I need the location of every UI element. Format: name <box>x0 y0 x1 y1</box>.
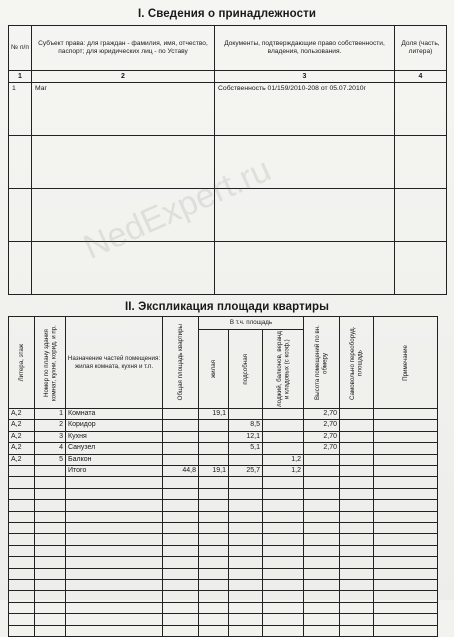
row-share <box>395 189 447 242</box>
cell-empty <box>66 625 163 636</box>
cell-empty <box>229 545 263 556</box>
cell-empty <box>163 500 199 511</box>
cell-empty <box>340 545 374 556</box>
cell-empty <box>304 477 340 488</box>
cell-empty <box>35 614 66 625</box>
explication-row <box>9 409 438 420</box>
cell-empty <box>374 614 438 625</box>
explication-empty-row <box>9 523 438 534</box>
cell-empty <box>263 500 304 511</box>
cell-loggia <box>263 443 304 454</box>
cell-empty <box>163 625 199 636</box>
row-share <box>395 242 447 295</box>
cell-empty <box>340 557 374 568</box>
cell-empty <box>9 488 35 499</box>
cell-empty <box>263 534 304 545</box>
cell-empty <box>9 534 35 545</box>
explication-empty-row <box>9 511 438 522</box>
cell-empty <box>304 523 340 534</box>
cell-empty <box>199 602 229 613</box>
header-living: жилая <box>199 330 229 409</box>
cell-empty <box>263 602 304 613</box>
ownership-row <box>9 189 447 242</box>
row-document <box>215 189 395 242</box>
cell-empty <box>35 523 66 534</box>
cell-empty <box>263 579 304 590</box>
cell-empty <box>374 431 438 442</box>
cell-empty <box>35 545 66 556</box>
cell-empty <box>340 443 374 454</box>
cell-empty <box>263 591 304 602</box>
cell-empty <box>163 602 199 613</box>
ownership-row <box>9 83 447 136</box>
cell-empty <box>374 477 438 488</box>
cell-empty <box>304 602 340 613</box>
cell-empty <box>374 625 438 636</box>
cell-empty <box>163 523 199 534</box>
row-subject: Маг <box>32 83 215 136</box>
cell-empty <box>340 602 374 613</box>
cell-empty <box>374 454 438 465</box>
cell-empty <box>9 602 35 613</box>
cell-empty <box>163 545 199 556</box>
header-share: Доля (часть, литера) <box>395 26 447 71</box>
cell-empty <box>9 545 35 556</box>
row-num: 1 <box>9 83 32 136</box>
header-unauthorized: Самовольно переоборуд. площадь <box>340 317 374 409</box>
ownership-row <box>9 242 447 295</box>
cell-empty <box>9 614 35 625</box>
explication-row <box>9 443 438 454</box>
cell-empty <box>340 488 374 499</box>
cell-empty <box>199 534 229 545</box>
cell-num: 1 <box>35 409 66 420</box>
header-litera: Литера, этаж <box>9 317 35 409</box>
col-number: 2 <box>32 71 215 83</box>
cell-empty <box>340 625 374 636</box>
cell-empty <box>163 477 199 488</box>
row-num <box>9 242 32 295</box>
cell-empty <box>35 591 66 602</box>
explication-empty-row <box>9 500 438 511</box>
cell-empty <box>163 488 199 499</box>
cell-empty <box>340 466 374 477</box>
cell-total <box>163 454 199 465</box>
col-number: 3 <box>215 71 395 83</box>
cell-empty <box>229 591 263 602</box>
cell-empty <box>340 511 374 522</box>
row-share <box>395 136 447 189</box>
cell-empty <box>199 488 229 499</box>
section2-title: II. Экспликация площади квартиры <box>124 301 330 313</box>
cell-empty <box>35 557 66 568</box>
cell-empty <box>263 568 304 579</box>
cell-empty <box>374 545 438 556</box>
cell-empty <box>229 614 263 625</box>
explication-empty-row <box>9 591 438 602</box>
cell-empty <box>374 523 438 534</box>
cell-litera: А,2 <box>9 409 35 420</box>
cell-empty <box>199 511 229 522</box>
cell-empty <box>374 409 438 420</box>
cell-empty <box>304 488 340 499</box>
cell-empty <box>199 523 229 534</box>
cell-aux: 25,7 <box>229 466 263 477</box>
cell-height: 2,70 <box>304 431 340 442</box>
cell-empty <box>199 579 229 590</box>
cell-empty <box>263 625 304 636</box>
cell-empty <box>199 477 229 488</box>
cell-empty <box>199 545 229 556</box>
cell-empty <box>340 568 374 579</box>
cell-purpose: Итого <box>66 466 163 477</box>
cell-litera <box>9 466 35 477</box>
cell-purpose: Коридор <box>66 420 163 431</box>
cell-empty <box>304 591 340 602</box>
cell-num: 2 <box>35 420 66 431</box>
cell-empty <box>340 409 374 420</box>
cell-empty <box>199 557 229 568</box>
cell-aux: 12,1 <box>229 431 263 442</box>
cell-purpose: Балкон <box>66 454 163 465</box>
cell-empty <box>340 420 374 431</box>
header-incl-area: В т.ч. площадь <box>199 317 304 330</box>
explication-empty-row <box>9 477 438 488</box>
cell-living: 19,1 <box>199 466 229 477</box>
cell-height: 2,70 <box>304 443 340 454</box>
area-explication-table <box>8 316 438 637</box>
cell-empty <box>374 557 438 568</box>
cell-empty <box>304 614 340 625</box>
cell-empty <box>35 500 66 511</box>
cell-empty <box>199 500 229 511</box>
cell-empty <box>229 579 263 590</box>
cell-height: 2,70 <box>304 409 340 420</box>
col-number: 4 <box>395 71 447 83</box>
cell-empty <box>340 500 374 511</box>
cell-empty <box>35 511 66 522</box>
cell-empty <box>9 511 35 522</box>
cell-empty <box>374 568 438 579</box>
cell-empty <box>229 534 263 545</box>
cell-empty <box>229 500 263 511</box>
explication-empty-row <box>9 614 438 625</box>
cell-empty <box>66 534 163 545</box>
cell-purpose: Санузел <box>66 443 163 454</box>
cell-empty <box>374 420 438 431</box>
cell-empty <box>304 568 340 579</box>
cell-empty <box>66 557 163 568</box>
explication-row <box>9 454 438 465</box>
cell-empty <box>374 500 438 511</box>
cell-empty <box>304 625 340 636</box>
cell-empty <box>340 591 374 602</box>
cell-empty <box>340 534 374 545</box>
cell-empty <box>263 477 304 488</box>
cell-empty <box>229 602 263 613</box>
cell-empty <box>374 591 438 602</box>
row-num <box>9 189 32 242</box>
cell-empty <box>304 557 340 568</box>
cell-empty <box>199 591 229 602</box>
cell-empty <box>66 500 163 511</box>
header-note: Примечание <box>374 317 438 409</box>
header-purpose: Назначение частей помещения: жилая комната, кухня и т.п. <box>66 317 163 409</box>
cell-num: 3 <box>35 431 66 442</box>
cell-empty <box>66 568 163 579</box>
header-total-area: Общая площадь квартиры <box>163 317 199 409</box>
cell-total <box>163 431 199 442</box>
cell-aux: 8,5 <box>229 420 263 431</box>
cell-empty <box>229 625 263 636</box>
cell-empty <box>163 568 199 579</box>
explication-row <box>9 420 438 431</box>
cell-empty <box>229 511 263 522</box>
cell-empty <box>199 568 229 579</box>
cell-empty <box>66 511 163 522</box>
cell-empty <box>35 625 66 636</box>
cell-height <box>304 454 340 465</box>
cell-living <box>199 454 229 465</box>
cell-empty <box>374 488 438 499</box>
header-subject: Субъект права: для граждан - фамилия, имя, отчество, паспорт; для юридических лиц - по Уставу <box>32 26 215 71</box>
cell-living <box>199 431 229 442</box>
cell-empty <box>263 557 304 568</box>
cell-empty <box>304 545 340 556</box>
cell-empty <box>9 477 35 488</box>
ownership-table <box>8 25 447 295</box>
cell-empty <box>66 579 163 590</box>
cell-empty <box>263 523 304 534</box>
cell-height: 2,70 <box>304 420 340 431</box>
cell-empty <box>35 568 66 579</box>
cell-num <box>35 466 66 477</box>
cell-empty <box>35 579 66 590</box>
section1-title: I. Сведения о принадлежности <box>138 8 316 20</box>
cell-empty <box>9 568 35 579</box>
header-height: Высота помещений по вн. обмеру <box>304 317 340 409</box>
cell-empty <box>35 602 66 613</box>
cell-litera: А,2 <box>9 431 35 442</box>
cell-total <box>163 409 199 420</box>
cell-empty <box>9 523 35 534</box>
header-loggias: лоджий, балконов, веранд и кладовых (с коэф.) <box>263 330 304 409</box>
cell-empty <box>263 488 304 499</box>
cell-empty <box>163 614 199 625</box>
row-document <box>215 242 395 295</box>
cell-empty <box>374 579 438 590</box>
explication-empty-row <box>9 625 438 636</box>
explication-empty-row <box>9 579 438 590</box>
cell-empty <box>66 523 163 534</box>
row-subject <box>32 136 215 189</box>
header-plan-num: Номер по плану здания комнат, кухни, корид. и пр. <box>35 317 66 409</box>
cell-empty <box>229 523 263 534</box>
cell-empty <box>66 614 163 625</box>
cell-empty <box>263 511 304 522</box>
cell-empty <box>263 614 304 625</box>
cell-aux: 5,1 <box>229 443 263 454</box>
explication-row <box>9 466 438 477</box>
cell-empty <box>304 511 340 522</box>
cell-purpose: Комната <box>66 409 163 420</box>
explication-empty-row <box>9 545 438 556</box>
watermark: NedExpert.ru <box>78 150 277 267</box>
cell-purpose: Кухня <box>66 431 163 442</box>
cell-empty <box>35 477 66 488</box>
row-subject <box>32 242 215 295</box>
cell-empty <box>229 477 263 488</box>
header-auxiliary: подсобная <box>229 330 263 409</box>
cell-empty <box>229 568 263 579</box>
cell-empty <box>163 579 199 590</box>
col-number: 1 <box>9 71 32 83</box>
cell-empty <box>340 477 374 488</box>
cell-empty <box>66 591 163 602</box>
cell-empty <box>229 488 263 499</box>
cell-litera: А,2 <box>9 454 35 465</box>
explication-empty-row <box>9 602 438 613</box>
cell-empty <box>163 557 199 568</box>
cell-total: 44,8 <box>163 466 199 477</box>
cell-empty <box>340 579 374 590</box>
cell-empty <box>9 579 35 590</box>
row-num <box>9 136 32 189</box>
row-document <box>215 136 395 189</box>
explication-empty-row <box>9 557 438 568</box>
cell-empty <box>263 545 304 556</box>
cell-empty <box>9 625 35 636</box>
cell-empty <box>66 545 163 556</box>
cell-empty <box>340 454 374 465</box>
explication-row <box>9 431 438 442</box>
cell-empty <box>199 614 229 625</box>
ownership-row <box>9 136 447 189</box>
cell-aux <box>229 454 263 465</box>
cell-empty <box>66 488 163 499</box>
explication-empty-row <box>9 488 438 499</box>
cell-empty <box>374 511 438 522</box>
cell-empty <box>35 534 66 545</box>
cell-empty <box>304 579 340 590</box>
cell-living: 19,1 <box>199 409 229 420</box>
cell-empty <box>304 534 340 545</box>
cell-litera: А,2 <box>9 443 35 454</box>
cell-num: 4 <box>35 443 66 454</box>
cell-loggia: 1,2 <box>263 466 304 477</box>
cell-empty <box>340 523 374 534</box>
cell-empty <box>9 500 35 511</box>
header-num: № п/п <box>9 26 32 71</box>
cell-living <box>199 420 229 431</box>
cell-total <box>163 443 199 454</box>
cell-empty <box>163 591 199 602</box>
cell-empty <box>304 500 340 511</box>
cell-loggia <box>263 420 304 431</box>
cell-total <box>163 420 199 431</box>
cell-empty <box>374 443 438 454</box>
cell-empty <box>66 602 163 613</box>
cell-empty <box>9 557 35 568</box>
cell-empty <box>163 534 199 545</box>
row-subject <box>32 189 215 242</box>
cell-loggia <box>263 409 304 420</box>
cell-empty <box>229 557 263 568</box>
cell-empty <box>374 534 438 545</box>
cell-empty <box>340 431 374 442</box>
cell-aux <box>229 409 263 420</box>
explication-empty-row <box>9 534 438 545</box>
cell-height <box>304 466 340 477</box>
row-share <box>395 83 447 136</box>
cell-litera: А,2 <box>9 420 35 431</box>
cell-empty <box>9 591 35 602</box>
cell-empty <box>374 602 438 613</box>
cell-num: 5 <box>35 454 66 465</box>
header-documents: Документы, подтверждающие право собственности, владения, пользования. <box>215 26 395 71</box>
cell-empty <box>163 511 199 522</box>
cell-empty <box>374 466 438 477</box>
cell-empty <box>340 614 374 625</box>
cell-living <box>199 443 229 454</box>
cell-empty <box>66 477 163 488</box>
cell-empty <box>35 488 66 499</box>
explication-empty-row <box>9 568 438 579</box>
cell-loggia: 1,2 <box>263 454 304 465</box>
row-document: Собственность 01/159/2010-208 от 05.07.2010г <box>215 83 395 136</box>
cell-empty <box>199 625 229 636</box>
cell-loggia <box>263 431 304 442</box>
